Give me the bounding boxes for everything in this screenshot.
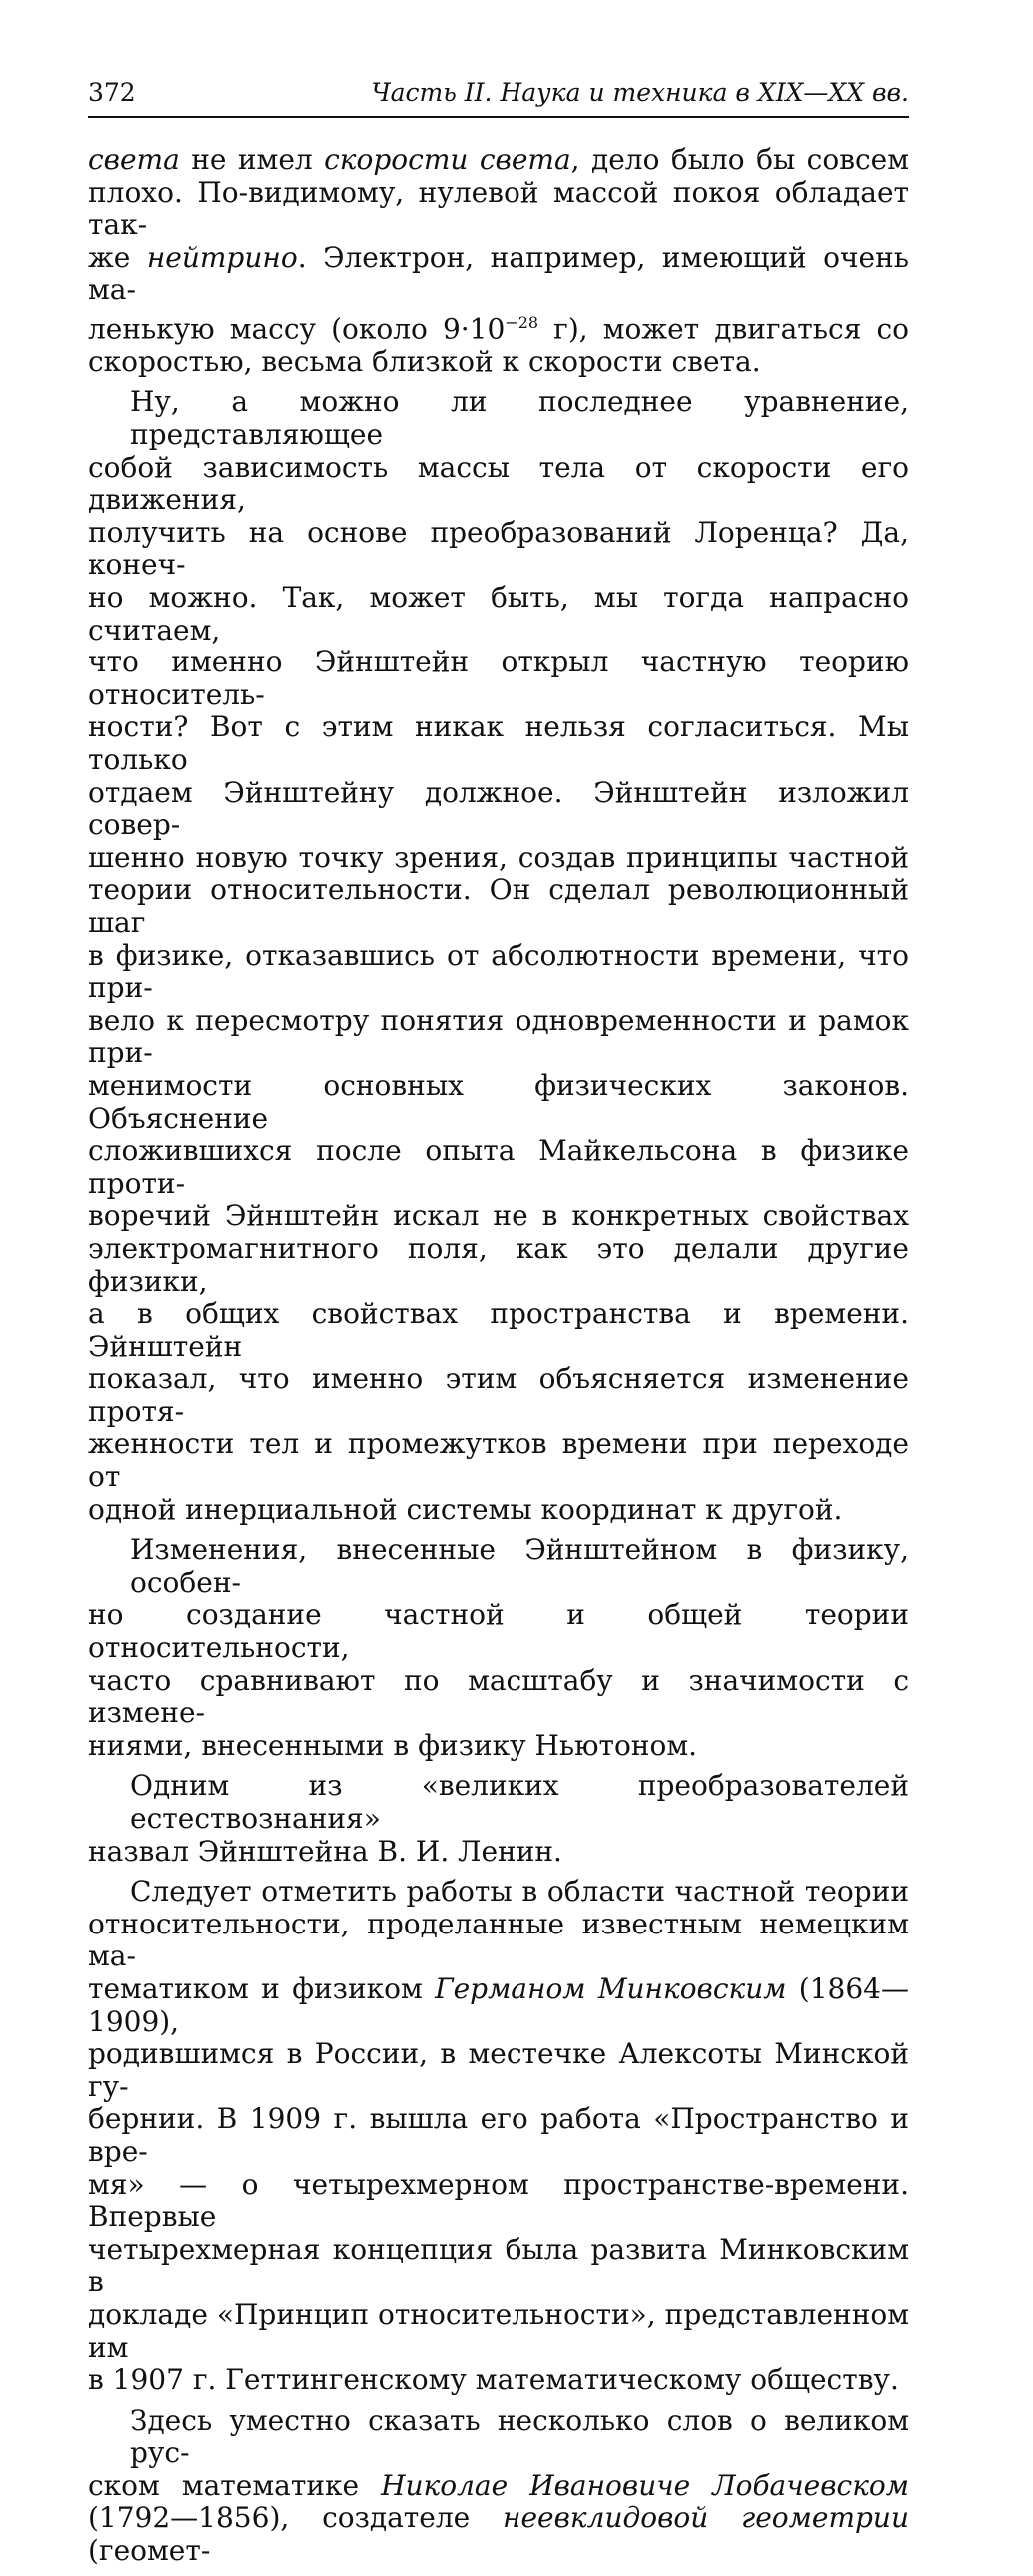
text-line: четырехмерная концепция была развита Минковским в	[88, 2232, 909, 2299]
italic-term: света	[88, 143, 180, 176]
text-line: ниями, внесенными в физику Ньютоном.	[88, 1728, 698, 1762]
text-run: же	[88, 240, 147, 274]
text-line: плохо. По-видимому, нулевой массой покоя обладает так-	[88, 175, 909, 242]
italic-term: Германом Минковским	[435, 1971, 787, 2005]
running-title: Часть II. Наука и техника в XIX—XX вв.	[371, 78, 909, 107]
text-run: (1792—1856), создателе	[88, 2501, 504, 2535]
paragraph-2	[88, 386, 909, 1526]
text-line: относительности, проделанные известным немецким ма-	[88, 1907, 909, 1973]
text-line: Одним из «великих преобразователей естествознания»	[130, 1769, 909, 1836]
text-line	[88, 2470, 909, 2503]
text-run: ленькую массу (около 9·10	[88, 312, 506, 346]
text-line: собой зависимость массы тела от скорости его движения,	[88, 450, 909, 517]
body-text	[88, 144, 909, 2576]
text-line: мя» — о четырехмерном пространстве-времени. Впервые	[88, 2167, 909, 2234]
text-line: но создание частной и общей теории относительности,	[88, 1598, 909, 1665]
italic-term: Николае Ивановиче Лобачевском	[381, 2468, 909, 2502]
text-run: не имел	[179, 143, 325, 176]
text-line: менимости основных физических законов. Объяснение	[88, 1068, 909, 1135]
paragraph-6	[88, 2405, 909, 2568]
text-line: а в общих свойствах пространства и времени. Эйнштейн	[88, 1297, 909, 1363]
paragraph-1	[88, 144, 909, 378]
text-line	[88, 242, 909, 307]
paragraph-5	[88, 1876, 909, 2397]
text-line: показал, что именно этим объясняется изменение протя-	[88, 1362, 909, 1428]
italic-term: неевклидовой геометрии	[503, 2501, 909, 2535]
text-run: , дело было бы совсем	[570, 143, 909, 176]
text-line: получить на основе преобразований Лоренца? Да, конеч-	[88, 515, 909, 582]
text-line: бернии. В 1909 г. вышла его работа «Пространство и вре-	[88, 2102, 909, 2168]
text-line	[88, 1973, 909, 2038]
text-line: скоростью, весьма близкой к скорости света.	[88, 344, 761, 378]
text-line: воречий Эйнштейн искал не в конкретных свойствах	[88, 1199, 909, 1233]
italic-term: нейтрино	[146, 240, 298, 274]
text-run: тематиком и физиком	[88, 1971, 436, 2005]
text-run: ском математике	[88, 2468, 382, 2502]
italic-term: скорости света	[324, 143, 571, 176]
text-line: женности тел и промежутков времени при переходе от	[88, 1427, 909, 1494]
text-run: . Электрон, например, имеющий очень ма-	[88, 240, 910, 307]
text-line: ности? Вот с этим никак нельзя согласиться. Мы только	[88, 710, 909, 777]
text-line: назвал Эйнштейна В. И. Ленин.	[88, 1834, 562, 1868]
text-line: но можно. Так, может быть, мы тогда напрасно считаем,	[88, 581, 909, 646]
text-line: в 1907 г. Геттингенскому математическому обществу.	[88, 2363, 899, 2397]
text-run: (геомет-	[88, 2534, 211, 2568]
text-line: отдаем Эйнштейну должное. Эйнштейн изложил совер-	[88, 775, 909, 842]
text-line: Ну, а можно ли последнее уравнение, представляющее	[130, 385, 909, 452]
paragraph-4	[88, 1770, 909, 1868]
text-line: родившимся в России, в местечке Алексоты Минской гу-	[88, 2037, 909, 2103]
header-rule	[88, 116, 909, 118]
text-line: электромагнитного поля, как это делали другие физики,	[88, 1231, 909, 1298]
text-line: Изменения, внесенные Эйнштейном в физику, особен-	[130, 1533, 909, 1599]
running-head	[88, 72, 909, 116]
text-line	[88, 2502, 909, 2567]
text-line: шенно новую точку зрения, создав принципы частной	[88, 840, 909, 874]
page-number: 372	[88, 78, 136, 107]
text-line: докладе «Принцип относительности», представленном им	[88, 2297, 909, 2364]
text-line: что именно Эйнштейн открыл частную теорию относитель-	[88, 645, 909, 711]
text-line: Следует отметить работы в области частной теории	[130, 1875, 909, 1909]
text-line	[88, 144, 909, 177]
text-run: г), может двигаться со	[538, 312, 909, 346]
text-run: (1864—1909),	[88, 1971, 909, 2038]
paragraph-3	[88, 1534, 909, 1762]
text-line: вело к пересмотру понятия одновременности и рамок при-	[88, 1003, 909, 1070]
text-line: теории относительности. Он сделал революционный шаг	[88, 873, 909, 939]
text-line: одной инерциальной системы координат к другой.	[88, 1492, 843, 1526]
text-line: часто сравнивают по масштабу и значимости с измене-	[88, 1663, 909, 1730]
text-line	[88, 307, 909, 346]
text-line: в физике, отказавшись от абсолютности времени, что при-	[88, 938, 909, 1005]
text-line: Здесь уместно сказать несколько слов о великом рус-	[130, 2403, 909, 2470]
text-line: сложившихся после опыта Майкельсона в физике проти-	[88, 1134, 909, 1200]
exponent: −28	[505, 312, 539, 332]
